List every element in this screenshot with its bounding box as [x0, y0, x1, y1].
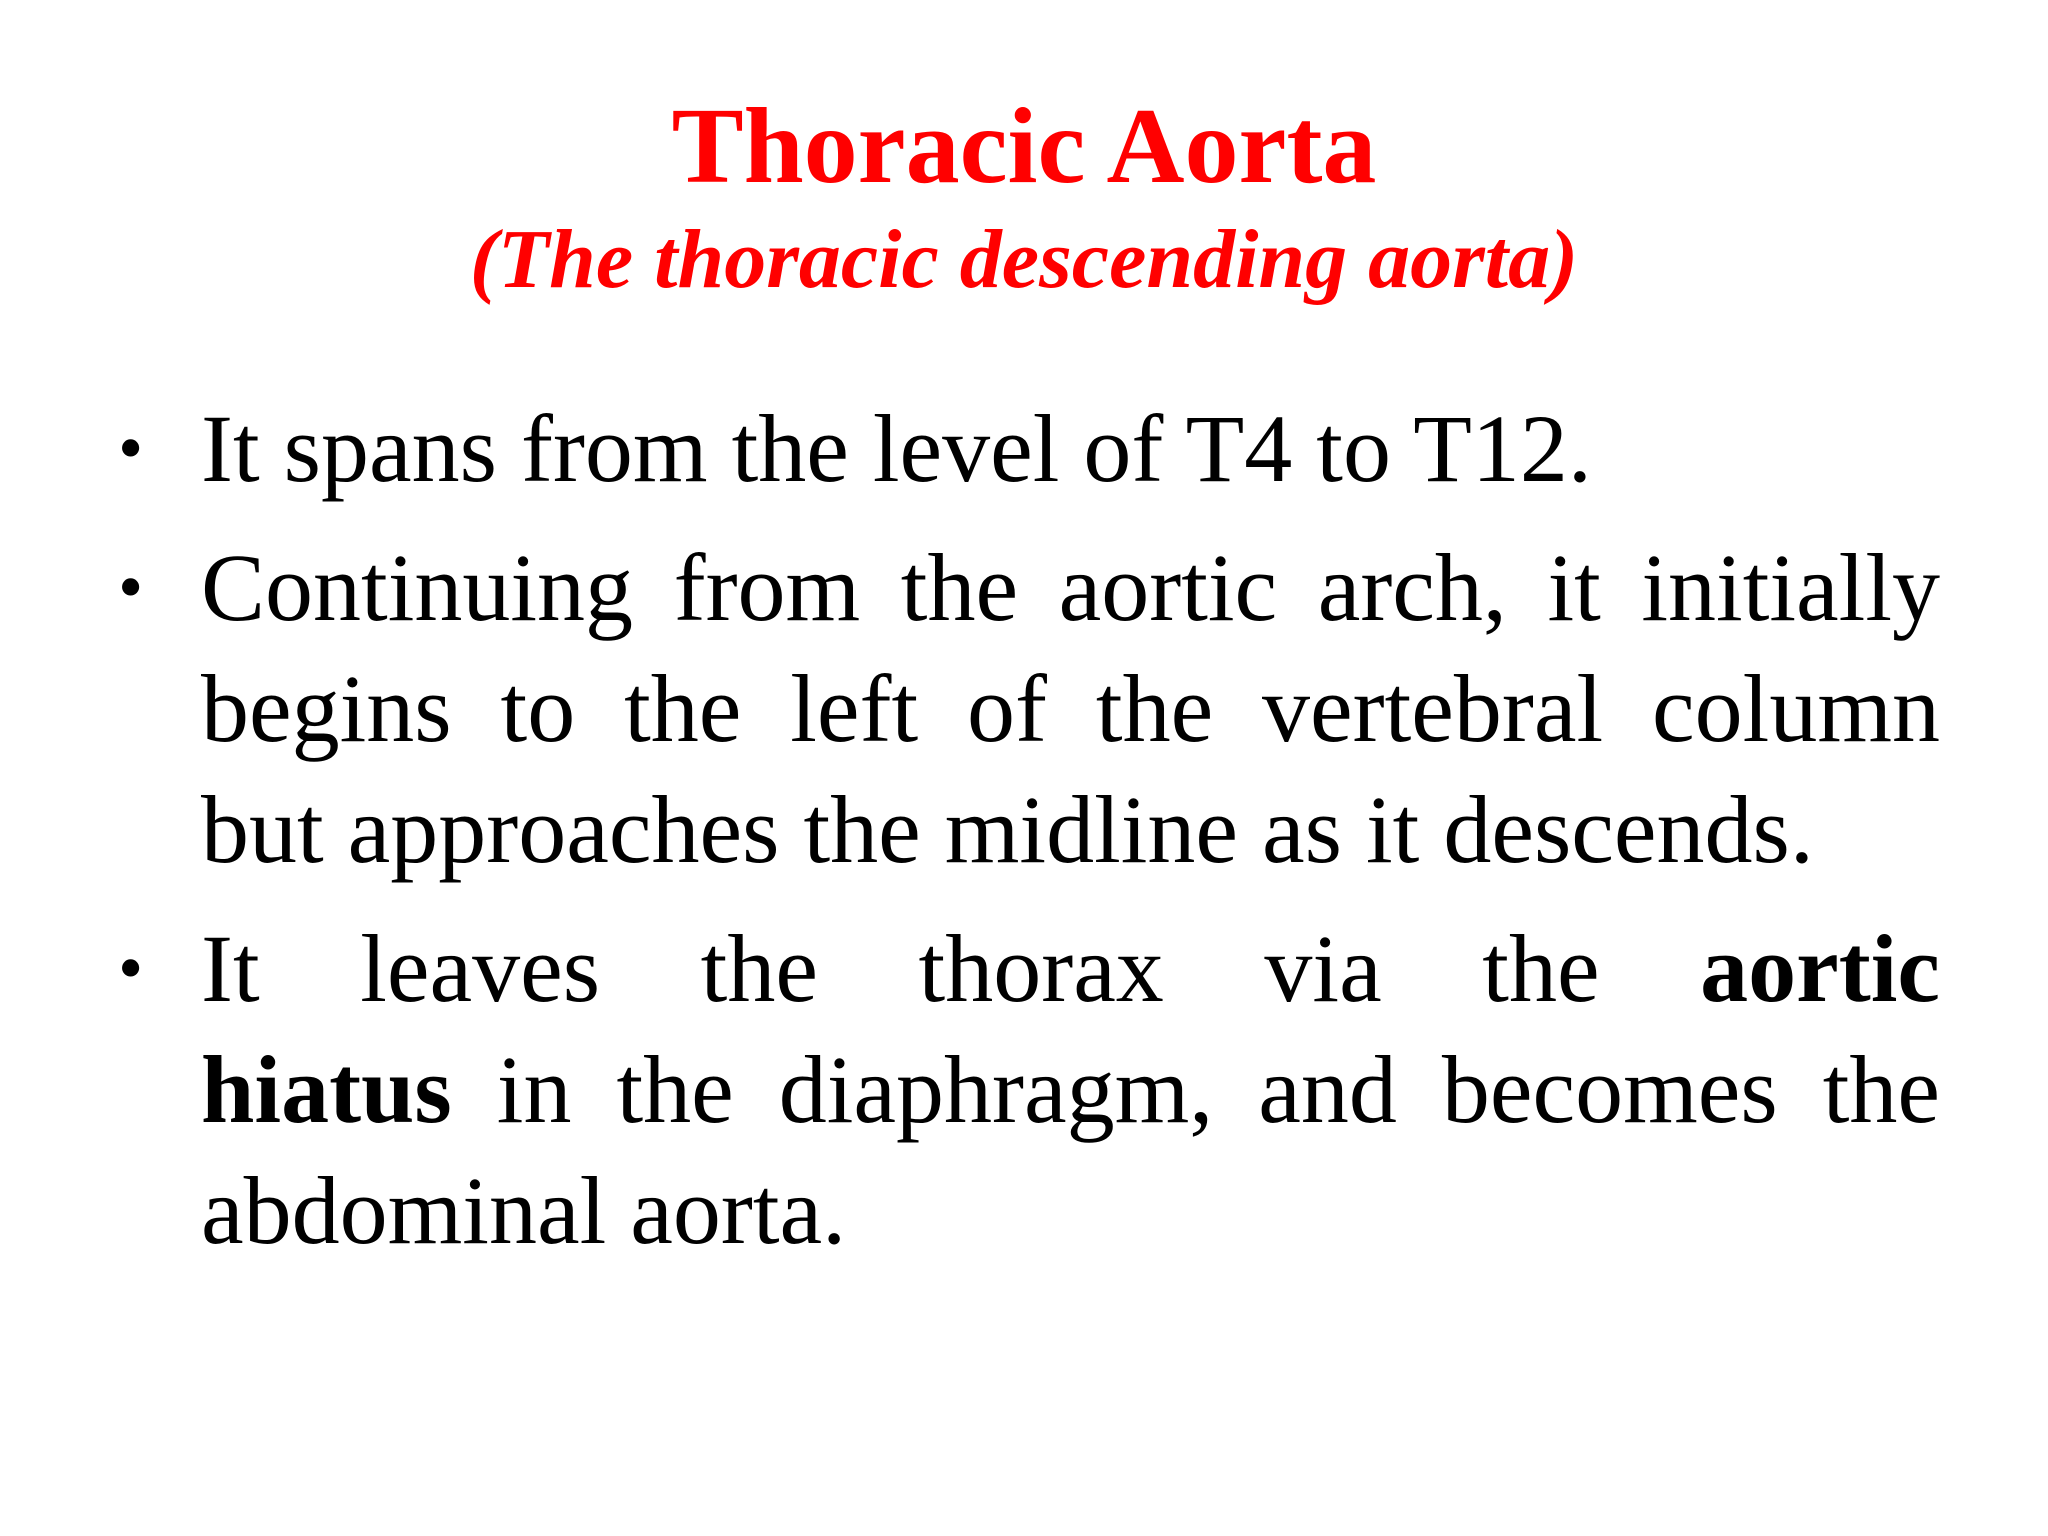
bullet-text: It leaves the thorax via the [201, 915, 1600, 1022]
slide-title: Thoracic Aorta [671, 87, 1377, 206]
bullet-line [201, 1029, 1940, 1150]
bullet-line: Continuing from the aortic arch, it initially [201, 534, 1940, 641]
bullet-line: begins to the left of the vertebral column [201, 655, 1940, 762]
bullet-marker: • [118, 408, 144, 488]
bullet-line [201, 908, 1940, 1029]
bullet-marker: • [118, 928, 144, 1008]
bold-term: aortic [1700, 915, 1941, 1022]
bullet-text: in the diaphragm, and becomes the [451, 1036, 1940, 1143]
bullet-line: abdominal aorta. [201, 1157, 847, 1264]
title-block [0, 88, 2048, 310]
slide-subtitle: (The thoracic descending aorta) [469, 213, 1579, 306]
bullet-list [118, 388, 1940, 1289]
bullet-item [118, 908, 1940, 1271]
bullet-marker: • [118, 547, 144, 627]
bullet-line: but approaches the midline as it descends. [201, 776, 1814, 883]
bold-term: hiatus [201, 1036, 452, 1143]
bullet-line: It spans from the level of T4 to T12. [201, 395, 1592, 502]
bullet-item [118, 527, 1940, 890]
bullet-item [118, 388, 1940, 509]
